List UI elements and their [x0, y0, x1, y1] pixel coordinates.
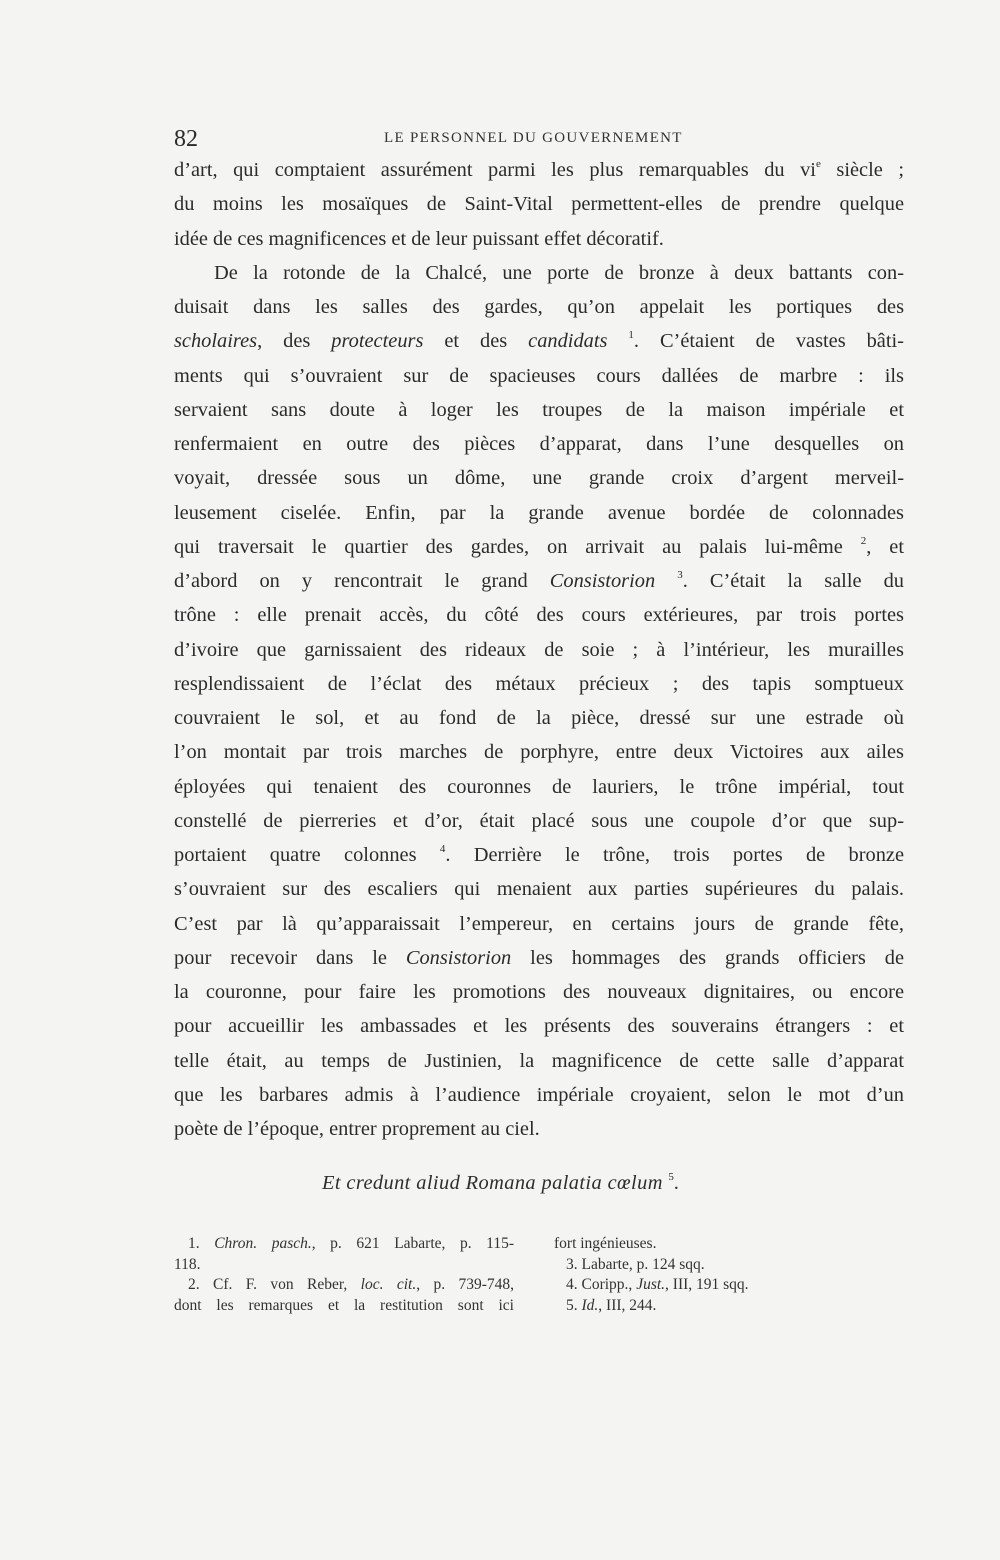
text-line: s’ouvraient sur des escaliers qui menaient aux parties supérieures du palais.: [174, 878, 904, 901]
page-header: [174, 124, 902, 154]
text-line: d’ivoire que garnissaient des rideaux de soie ; à l’intérieur, les murailles: [174, 638, 904, 661]
text-line: C’est par là qu’apparaissait l’empereur, en certains jours de grande fête,: [174, 912, 904, 935]
text-line: ments qui s’ouvraient sur de spacieuses cours dallées de marbre : ils: [174, 364, 904, 387]
footnotes-left-column: [174, 1234, 514, 1316]
text-line: idée de ces magnificences et de leur puissant effet décoratif.: [174, 227, 664, 250]
text-line: trône : elle prenait accès, du côté des cours extérieures, par trois portes: [174, 604, 904, 627]
text-line: pour recevoir dans le Consistorion les hommages des grands officiers de: [174, 946, 904, 969]
running-title: LE PERSONNEL DU GOUVERNEMENT: [384, 130, 683, 146]
text-line: leusement ciselée. Enfin, par la grande avenue bordée de colonnades: [174, 501, 904, 524]
footnote-line: dont les remarques et la restitution sont ici: [174, 1296, 514, 1314]
page-number: 82: [174, 126, 198, 152]
text-line: portaient quatre colonnes $^4$. Derrière le trône, trois portes de bronze: [174, 843, 904, 866]
text-line: que les barbares admis à l’audience impériale croyaient, selon le mot d’un: [174, 1083, 904, 1106]
main-text: [174, 153, 904, 1146]
text-line: scholaires, des protecteurs et des candidats $^1$. C’étaient de vastes bâti-: [174, 329, 904, 353]
text-line: constellé de pierreries et d’or, était placé sous une coupole d’or que sup-: [174, 809, 904, 832]
text-line: voyait, dressée sous un dôme, une grande croix d’argent merveil-: [174, 467, 904, 490]
footnote-line: fort ingénieuses.: [554, 1235, 657, 1252]
text-line: d’abord on y rencontrait le grand Consistorion $^3$. C’était la salle du: [174, 569, 905, 592]
text-line: couvraient le sol, et au fond de la pièce, dressé sur une estrade où: [174, 707, 904, 729]
footnote-line: 118.: [174, 1255, 201, 1273]
footnote-line: 2. Cf. F. von Reber, loc. cit., p. 739-748,: [188, 1276, 514, 1293]
latin-verse-quote: Et credunt aliud Romana palatia cœlum $^5$.: [322, 1171, 680, 1194]
footnote-line: 4. Coripp., Just., III, 191 sqq.: [566, 1276, 749, 1293]
text-line: De la rotonde de la Chalcé, une porte de bronze à deux battants con-: [214, 261, 904, 284]
text-line: resplendissaient de l’éclat des métaux précieux ; des tapis somptueux: [174, 672, 904, 695]
text-line: l’on montait par trois marches de porphyre, entre deux Victoires aux ailes: [174, 741, 904, 764]
footnote-line: 1. Chron. pasch., p. 621 Labarte, p. 115-: [188, 1235, 514, 1252]
text-line: renfermaient en outre des pièces d’apparat, dans l’une desquelles on: [174, 433, 904, 455]
text-line: poète de l’époque, entrer proprement au ciel.: [174, 1118, 540, 1140]
footnote-line: 5. Id., III, 244.: [566, 1296, 657, 1314]
text-line: telle était, au temps de Justinien, la magnificence de cette salle d’apparat: [174, 1049, 904, 1072]
text-line: éployées qui tenaient des couronnes de lauriers, le trône impérial, tout: [174, 775, 904, 798]
text-line: servaient sans doute à loger les troupes de la maison impériale et: [174, 398, 904, 421]
text-line: la couronne, pour faire les promotions des nouveaux dignitaires, ou encore: [174, 981, 904, 1003]
text-line: d’art, qui comptaient assurément parmi les plus remarquables du $vi^e$ siècle ;: [174, 158, 904, 181]
text-line: pour accueillir les ambassades et les présents des souverains étrangers : et: [174, 1015, 904, 1038]
footnote-line: 3. Labarte, p. 124 sqq.: [566, 1255, 705, 1273]
text-line: qui traversait le quartier des gardes, on arrivait au palais lui-même $^2$, et: [174, 534, 904, 558]
text-line: du moins les mosaïques de Saint-Vital permettent-elles de prendre quelque: [174, 193, 904, 216]
footnotes-right-column: [554, 1234, 884, 1316]
text-line: duisait dans les salles des gardes, qu’on appelait les portiques des: [174, 296, 904, 318]
